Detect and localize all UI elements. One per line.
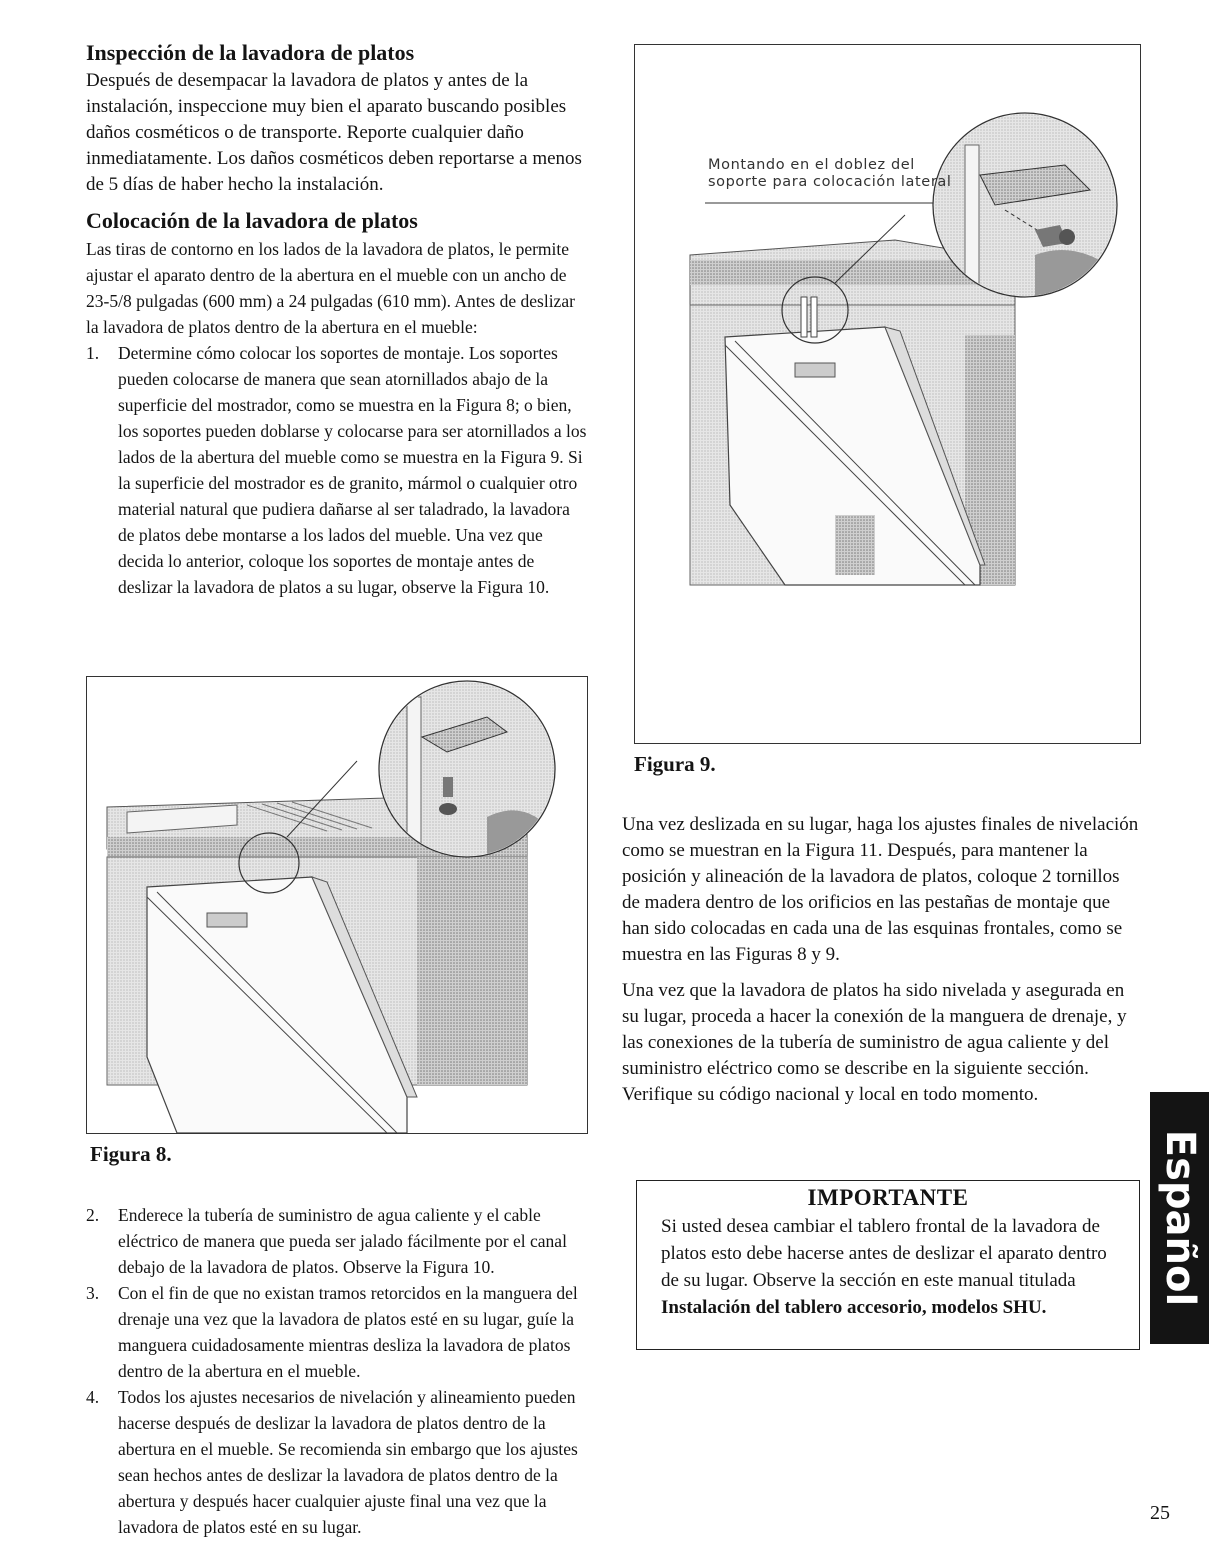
leveling-paragraph: Una vez deslizada en su lugar, haga los ajustes finales de nivelación como se muestran en la Figura 11. Después, para mantener la posición y alineación de la lavadora de platos, coloque 2 tornillos de madera dentro de los orificios en las pestañas de montaje que han sido colocadas en cada una de las esquinas frontales, como se muestra en las Figuras 8 y 9. xyxy=(622,814,1139,965)
language-tab-label: Español xyxy=(1156,1129,1203,1307)
page-number: 25 xyxy=(1150,1502,1170,1524)
placement-steps xyxy=(86,340,588,600)
dishwasher-undercounter-mount-illustration xyxy=(87,677,587,1133)
step-number: 2. xyxy=(86,1205,100,1225)
figure-9-caption: Figura 9. xyxy=(634,752,716,776)
inspection-heading: Inspección de la lavadora de platos xyxy=(86,40,415,65)
important-text xyxy=(661,1213,1115,1321)
step-4 xyxy=(86,1384,588,1540)
step-number: 1. xyxy=(86,343,100,363)
inspection-body: Después de desempacar la lavadora de platos y antes de la instalación, inspeccione muy bien el aparato buscando posibles daños cosméticos o de transporte. Reporte cualquier daño inmediatamente. Los daños cosméticos deben reportarse a menos de 5 días de haber hecho la instalación. xyxy=(86,70,582,195)
step-text: Todos los ajustes necesarios de nivelación y alineamiento pueden hacerse después de deslizar la lavadora de platos dentro de la abertura en el mueble. Se recomienda sin embargo que los ajustes sean hechos antes de deslizar la lavadora de platos dentro de la abertura y después hacer cualquier ajuste final una vez que la lavadora de platos esté en su lugar. xyxy=(118,1387,578,1537)
step-2 xyxy=(86,1202,588,1280)
step-3 xyxy=(86,1280,588,1384)
callout-line-2: soporte para colocación lateral xyxy=(708,174,952,190)
important-body: Si usted desea cambiar el tablero frontal de la lavadora de platos esto debe hacerse antes de deslizar el aparato dentro de su lugar. Observe la sección en este manual titulada xyxy=(661,1216,1107,1291)
inspection-section xyxy=(86,40,586,198)
connections-paragraph: Una vez que la lavadora de platos ha sido nivelada y asegurada en su lugar, proceda a hacer la conexión de la manguera de drenaje, y las conexiones de la tubería de suministro de agua caliente y del suministro eléctrico como se describe en la siguiente sección. Verifique su código nacional y local en todo momento. xyxy=(622,980,1127,1105)
step-text: Enderece la tubería de suministro de agua caliente y el cable eléctrico de manera que pueda ser jalado fácilmente por el canal debajo de la lavadora de platos. Observe la Figura 10. xyxy=(118,1205,567,1277)
figure-8-caption: Figura 8. xyxy=(90,1142,172,1166)
step-number: 4. xyxy=(86,1387,100,1407)
steps-continued xyxy=(86,1202,588,1540)
dishwasher-side-mount-illustration xyxy=(635,45,1140,743)
placement-intro: Las tiras de contorno en los lados de la lavadora de platos, le permite ajustar el aparato dentro de la abertura en el mueble con un ancho de 23-5/8 pulgadas (600 mm) a 24 pulgadas (610 mm). Antes de deslizar la lavadora de platos dentro de la abertura en el mueble: xyxy=(86,239,575,337)
figure-8 xyxy=(86,676,588,1134)
figure-9 xyxy=(634,44,1141,744)
important-title: IMPORTANTE xyxy=(807,1185,969,1210)
figure-9-callout xyxy=(708,157,968,191)
step-text: Determine cómo colocar los soportes de montaje. Los soportes pueden colocarse de manera que sean atornillados abajo de la superficie del mostrador, como se muestra en la Figura 8; o bien, los soportes pueden doblarse y colocarse para ser atornillados a los lados de la abertura del mueble como se muestra en la Figura 9. Si la superficie del mostrador es de granito, mármol o cualquier otro material natural que pudiera dañarse al ser taladrado, la lavadora de platos debe montarse a los lados del mueble. Una vez que decida lo anterior, coloque los soportes de montaje antes de deslizar la lavadora de platos a su lugar, observe la Figura 10. xyxy=(118,343,587,597)
important-notice xyxy=(636,1180,1140,1350)
step-1 xyxy=(86,340,588,600)
step-number: 3. xyxy=(86,1283,100,1303)
callout-line-1: Montando en el doblez del xyxy=(708,157,915,173)
important-bold-title: Instalación del tablero accesorio, modelos SHU. xyxy=(661,1297,1047,1318)
step-text: Con el fin de que no existan tramos retorcidos en la manguera del drenaje una vez que la lavadora de platos esté en su lugar, guíe la manguera cuidadosamente mientras desliza la lavadora de platos dentro de la abertura en el mueble. xyxy=(118,1283,578,1381)
placement-heading: Colocación de la lavadora de platos xyxy=(86,208,418,233)
language-tab xyxy=(1150,1092,1209,1344)
placement-section xyxy=(86,208,588,600)
